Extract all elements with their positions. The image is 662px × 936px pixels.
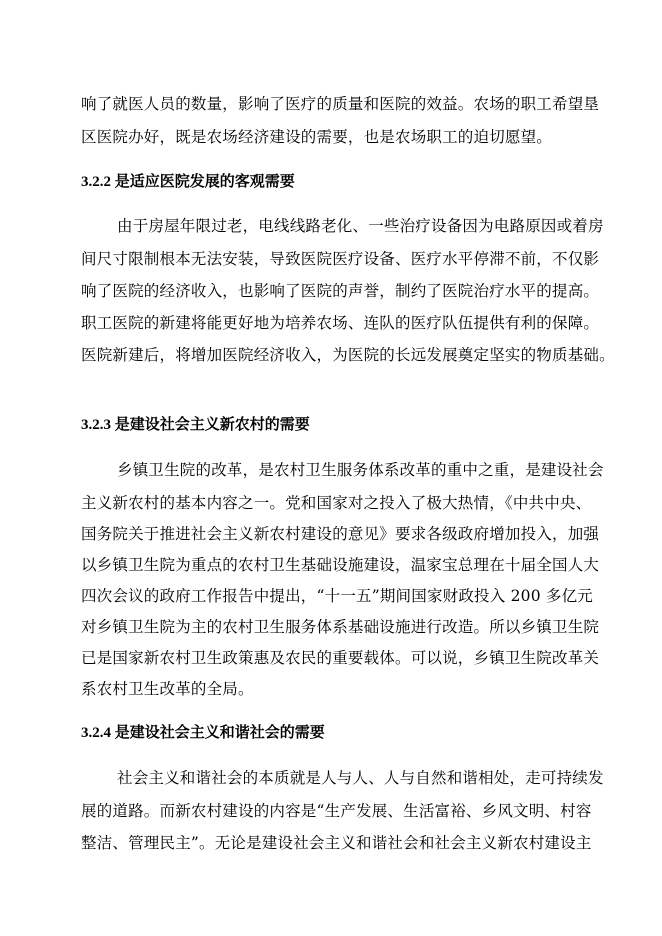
section-3-2-3-line-4: 以乡镇卫生院为重点的农村卫生基础设施建设，温家宝总理在十届全国人大 — [81, 556, 600, 574]
section-3-2-3-line-2: 主义新农村的基本内容之一。党和国家对之投入了极大热情，《中共中央、 — [81, 494, 592, 512]
section-3-2-4-line-3: 整洁、管理民主”。无论是建设社会主义和谐社会和社会主义新农村建设主 — [81, 834, 592, 852]
section-3-2-3-line-1: 乡镇卫生院的改革，是农村卫生服务体系改革的重中之重，是建设社会 — [117, 461, 604, 479]
intro-line-2: 区医院办好，既是农场经济建设的需要，也是农场职工的迫切愿望。 — [81, 128, 553, 146]
section-3-2-2-line-3: 响了医院的经济收入，也影响了医院的声誉，制约了医院治疗水平的提高。 — [81, 282, 600, 300]
section-3-2-3-line-5: 四次会议的政府工作报告中提出，“十一五”期间国家财政投入 200 多亿元 — [81, 587, 593, 605]
section-3-2-3-line-3: 国务院关于推进社会主义新农村建设的意见》要求各级政府增加投入，加强 — [81, 525, 600, 543]
section-3-2-2-line-2: 间尺寸限制根本无法安装，导致医院医疗设备、医疗水平停滞不前，不仅影 — [81, 250, 600, 268]
section-3-2-3-line-6: 对乡镇卫生院为主的农村卫生服务体系基础设施进行改造。所以乡镇卫生院 — [81, 618, 600, 636]
section-3-2-2-line-5: 医院新建后，将增加医院经济收入，为医院的长远发展奠定坚实的物质基础。 — [81, 346, 615, 364]
section-3-2-4-line-1: 社会主义和谐社会的本质就是人与人、人与自然和谐相处，走可持续发 — [117, 769, 604, 787]
section-3-2-3-line-8: 系农村卫生改革的全局。 — [81, 680, 254, 698]
section-heading-3-2-2: 3.2.2 是适应医院发展的客观需要 — [81, 174, 295, 190]
section-3-2-2-line-4: 职工医院的新建将能更好地为培养农场、连队的医疗队伍提供有利的保障。 — [81, 314, 600, 332]
section-3-2-2-line-1: 由于房屋年限过老，电线线路老化、一些治疗设备因为电路原因或着房 — [117, 217, 604, 235]
section-heading-3-2-4: 3.2.4 是建设社会主义和谐社会的需要 — [81, 725, 325, 741]
intro-line-1: 响了就医人员的数量，影响了医疗的质量和医院的效益。农场的职工希望垦 — [81, 95, 600, 113]
section-3-2-3-line-7: 已是国家新农村卫生政策惠及农民的重要载体。可以说，乡镇卫生院改革关 — [81, 649, 600, 667]
section-heading-3-2-3: 3.2.3 是建设社会主义新农村的需要 — [81, 417, 310, 433]
section-3-2-4-line-2: 展的道路。而新农村建设的内容是“生产发展、生活富裕、乡风文明、村容 — [81, 802, 592, 820]
